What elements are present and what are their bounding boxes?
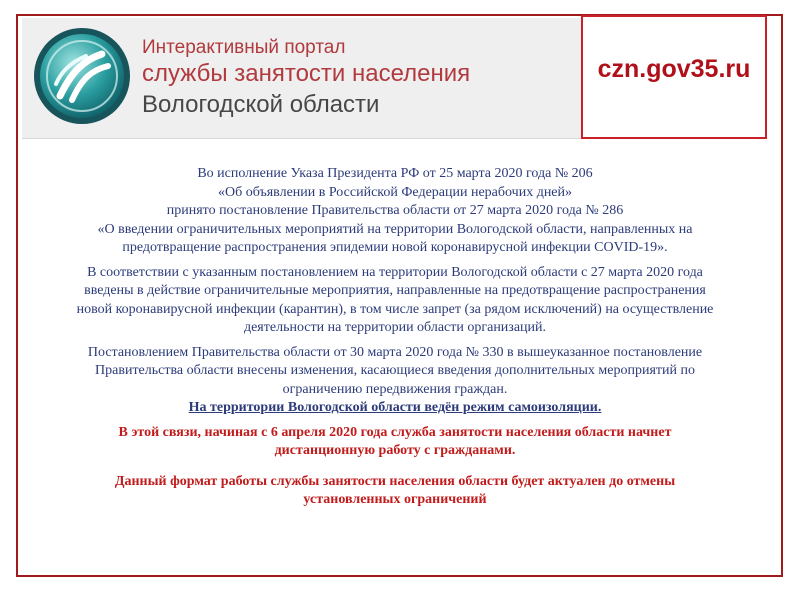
site-address[interactable]: czn.gov35.ru [597,55,751,83]
measures-line: деятельности на территории области организаций. [243,320,547,335]
measures-line: введены в действие ограничительные мероприятия, направленные на предотвращение распространения [84,283,706,298]
intro-line: Во исполнение Указа Президента РФ от 25 марта 2020 года № 206 [197,166,593,181]
measures-line: новой коронавирусной инфекции (карантин), в том числе запрет (за рядом исключений) на осуществление [76,301,714,317]
portal-title-line2: службы занятости населения [142,60,471,87]
intro-line: «Об объявлении в Российской Федерации нерабочих дней» [217,184,573,200]
remote-work-line: В этой связи, начиная с 6 апреля 2020 года служба занятости населения области начнет [118,424,672,440]
format-duration-line: установленных ограничений [303,492,487,507]
announcement-body [36,165,754,510]
measures-line: В соответствии с указанным постановлением на территории Вологодской области с 27 марта 2020 года [87,264,703,280]
amendment-line: Правительства области внесены изменения, касающиеся введения дополнительных мероприятий по [95,363,695,378]
amendment-line: ограничению передвижения граждан. [282,381,508,397]
portal-title-line3: Вологодской области [142,91,380,118]
format-duration-notice [36,473,754,510]
intro-line: «О введении ограничительных мероприятий на территории Вологодской области, направленных на [97,221,693,237]
site-address-box [581,15,767,139]
measures-paragraph [36,264,754,338]
format-duration-line: Данный формат работы службы занятости населения области будет актуален до отмены [114,473,676,489]
amendment-paragraph [36,344,754,418]
intro-paragraph [36,165,754,258]
remote-work-notice [36,424,754,461]
amendment-line: Постановлением Правительства области от 30 марта 2020 года № 330 в вышеуказанное постановление [87,344,703,360]
portal-title-line1: Интерактивный портал [142,37,346,58]
ruble-swirl-logo-icon [32,26,132,126]
self-isolation-notice: На территории Вологодской области ведён режим самоизоляции. [188,400,602,415]
remote-work-line: дистанционную работу с гражданами. [274,443,516,458]
portal-banner [22,18,584,139]
intro-line: принято постановление Правительства области от 27 марта 2020 года № 286 [166,203,624,218]
portal-title [142,36,470,122]
intro-line: предотвращение распространения эпидемии новой коронавирусной инфекции COVID-19». [122,240,668,255]
